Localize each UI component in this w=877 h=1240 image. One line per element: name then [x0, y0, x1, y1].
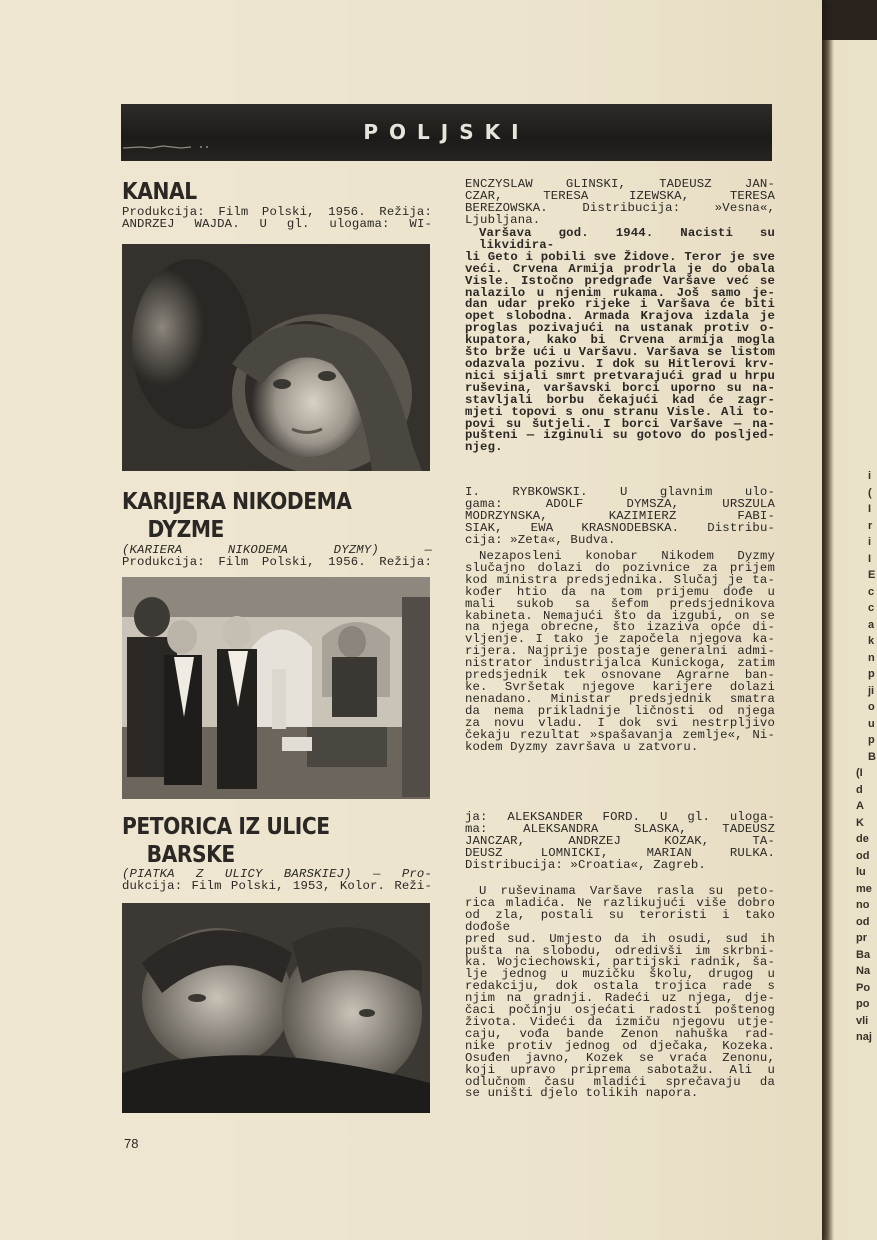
synopsis-line: života. Videći da izmiču njegovu utje-: [465, 1014, 775, 1029]
synopsis-line: rica mladića. Ne razlikujući više dobro: [465, 895, 775, 910]
film-credits-karijera: [122, 545, 432, 569]
synopsis-line: ruševina, varšavski borci uporno su na-: [465, 380, 775, 395]
synopsis-line: nenadano. Ministar predsjednik smatra: [465, 691, 775, 706]
cast-line: ja: ALEKSANDER FORD. U gl. uloga-: [465, 810, 775, 824]
facing-page-fragment: a: [868, 618, 875, 631]
facing-page-fragment: i: [868, 470, 872, 482]
facing-page-fragment: Po: [856, 981, 871, 994]
film-title-karijera: [122, 488, 352, 544]
synopsis-line: li Geto i pobili sve Židove. Teror je sve: [465, 249, 775, 264]
synopsis-line: pušta na slobodu, odredivši im skrbni-: [465, 943, 775, 958]
facing-page-fragment: po: [856, 998, 870, 1010]
facing-page-fragment: me: [856, 882, 872, 895]
film-still-karijera: [122, 577, 430, 799]
film-still-petorica: [122, 903, 430, 1113]
film-credits-petorica: [122, 869, 432, 893]
credits-line: (PIATKA Z ULICY BARSKIEJ) — Pro-: [122, 867, 432, 881]
facing-page-fragment: vli: [856, 1014, 869, 1027]
synopsis-line: nalazilo u njenim rukama. Još samo je-: [465, 285, 775, 300]
synopsis-line: kođer htio da na tom prijemu dođe u: [465, 584, 775, 599]
facing-page-fragment: o: [868, 701, 875, 713]
facing-page-fragment: Ba: [856, 948, 871, 961]
facing-page-fragment: c: [868, 585, 875, 598]
synopsis-line: rijera. Najprije postaje generalni admi-: [465, 644, 775, 659]
synopsis-line: kod ministra predsjednika. Slučaj je ta-: [465, 572, 775, 587]
cast-line: ma: ALEKSANDRA SLASKA, TADEUSZ: [465, 821, 775, 836]
facing-page-fragment: B: [868, 750, 876, 763]
synopsis-line: slučajno dolazi do pozivnice za prijem: [465, 560, 775, 575]
facing-page-fragment: no: [856, 899, 870, 911]
facing-page-fragment: i: [868, 536, 872, 548]
synopsis-line: redakciju, dok ostala trojica rade s: [465, 979, 775, 994]
synopsis-line: povi su šutjeli. I borci Varšave — na-: [465, 416, 775, 431]
synopsis-line: kodem Dyzmy završava u zatvoru.: [465, 739, 699, 754]
cast-line: DEUSZ LOMNICKI, MARIAN RULKA.: [465, 845, 775, 860]
film-title-line: BARSKE: [146, 842, 235, 868]
synopsis-line: mali sukob sa šefom predsjednikova: [465, 596, 775, 611]
film-title-petorica: [122, 813, 330, 869]
synopsis-line: kupatora, kako bi Crvena armija mogla: [465, 333, 775, 348]
facing-page-fragment: (: [868, 486, 872, 499]
synopsis-line: stavljali borbu čekajući kad će zagr-: [465, 392, 775, 407]
synopsis-line: Osuđen javno, Kozek se vraća Zenonu,: [465, 1050, 775, 1065]
facing-page-fragment: pr: [856, 932, 867, 944]
cast-line: SIAK, EWA KRASNODEBSKA. Distribu-: [465, 520, 775, 535]
synopsis-line: odlučnom času mladići sprečavaju da: [465, 1074, 775, 1089]
synopsis-line: vljenje. I tako je započela njegova ka-: [465, 632, 775, 647]
synopsis-line: na njega obrecne, što izaziva opće di-: [465, 620, 775, 635]
synopsis-line: predsjednik tek osnovane Agrarne ban-: [465, 668, 775, 683]
synopsis-line: Varšava god. 1944. Nacisti su likvidira-: [479, 226, 775, 252]
film-title-line: KANAL: [122, 179, 197, 205]
synopsis-line: čekaju rezultat »spašavanja zemlje«, Ni-: [465, 727, 775, 742]
cast-line: cija: »Zeta«, Budva.: [465, 532, 616, 547]
cast-line: MODRZYNSKA, KAZIMIERZ FABI-: [465, 508, 775, 523]
credits-line: (KARIERA NIKODEMA DYZMY) —: [122, 543, 432, 557]
film-cast-petorica: [465, 812, 775, 872]
film-title-line: PETORICA IZ ULICE: [122, 814, 330, 840]
facing-page-fragment: d: [856, 783, 863, 796]
facing-page-fragment: Na: [856, 965, 871, 977]
synopsis-line: njim na gradnji. Radeći uz njega, dje-: [465, 991, 775, 1006]
facing-page-fragment: (I: [856, 767, 863, 779]
synopsis-line: odazvala pozivu. I dok su Hitlerovi krv-: [465, 356, 775, 371]
facing-page-fragment: c: [868, 602, 875, 614]
synopsis-line: nistrator industrijalca Kunickoga, zatim: [465, 656, 775, 671]
synopsis-line: opet slobodna. Armada Krajova izdala je: [465, 309, 775, 324]
synopsis-line: njeg.: [465, 440, 503, 455]
cast-line: ENCZYSLAW GLINSKI, TADEUSZ JAN-: [465, 177, 775, 191]
facing-page-fragment: ji: [868, 684, 875, 697]
film-still-kanal: [122, 244, 430, 471]
facing-page-fragment: naj: [856, 1031, 872, 1043]
film-title-line: DYZME: [147, 517, 224, 543]
facing-page-fragment: p: [868, 734, 875, 746]
facing-page-fragment: od: [856, 849, 870, 862]
synopsis-line: U ruševinama Varšave rasla su peto-: [479, 884, 775, 898]
synopsis-line: veći. Crvena Armija prodrla je do obala: [465, 261, 775, 276]
credits-line: dukcija: Film Polski, 1953, Kolor. Reži-: [122, 878, 432, 893]
synopsis-line: koji upravo priprema sabotažu. Ali u: [465, 1062, 775, 1077]
book-spine-shadow: [822, 0, 877, 40]
synopsis-line: Visle. Istočno predgrađe Varšave već se: [465, 273, 775, 288]
facing-page-fragment: K: [856, 816, 864, 829]
synopsis-line: mjeti topovi s onu stranu Visle. Ali to-: [465, 404, 775, 419]
cast-line: I. RYBKOWSKI. U glavnim ulo-: [465, 485, 775, 499]
cast-line: Ljubljana.: [465, 212, 541, 227]
credits-line: Produkcija: Film Polski, 1956. Režija:: [122, 205, 432, 219]
synopsis-line: pred sud. Umjesto da ih osudi, sud ih: [465, 931, 775, 946]
banner-decoration: [121, 142, 211, 155]
section-title: POLJSKI: [363, 120, 530, 144]
synopsis-line: pušteni — izginuli su gotovo do posljed-: [465, 428, 775, 443]
synopsis-line: kabineta. Nemajući što da izgubi, on se: [465, 608, 775, 623]
facing-page-fragment: p: [868, 668, 875, 680]
facing-page-edge: [822, 0, 877, 1240]
facing-page-fragment: de: [856, 833, 869, 845]
synopsis-line: da nema prikladnije ličnosti od njega: [465, 703, 775, 718]
facing-page-fragment: I: [868, 503, 872, 515]
synopsis-line: Nezaposleni konobar Nikodem Dyzmy: [479, 549, 775, 563]
synopsis-line: dan udar preko rijeke i Varšava će biti: [465, 297, 775, 312]
synopsis-line: se uništi djelo tolikih napora.: [465, 1086, 699, 1101]
synopsis-line: ke. Svršetak njegove karijere dolazi: [465, 679, 775, 694]
cast-line: gama: ADOLF DYMSZA, URSZULA: [465, 496, 775, 511]
synopsis-line: proglas pozivajući na ustanak protiv o-: [465, 321, 775, 336]
facing-page-fragment: E: [868, 569, 876, 581]
cast-line: Distribucija: »Croatia«, Zagreb.: [465, 857, 706, 872]
film-title-line: KARIJERA NIKODEMA: [122, 489, 352, 515]
synopsis-line: od zla, postali su teroristi i tako dođoše: [465, 907, 775, 934]
film-title-kanal: [122, 178, 197, 206]
facing-page-fragment: A: [856, 800, 864, 812]
cast-line: CZAR, TERESA IZEWSKA, TERESA: [465, 188, 775, 203]
facing-page-fragment: r: [868, 519, 873, 532]
film-cast-kanal: [465, 179, 775, 227]
facing-page-fragment: lu: [856, 866, 866, 878]
facing-page-fragment: od: [856, 915, 870, 928]
cast-line: JANCZAR, ANDRZEJ KOZAK, TA-: [465, 833, 775, 848]
synopsis-line: nici sijali smrt pretvarajući grad u hrpu: [465, 368, 775, 383]
film-synopsis-petorica: [465, 886, 775, 1100]
film-credits-kanal: [122, 207, 432, 231]
ink-smudge-icon: [121, 142, 211, 152]
synopsis-line: caju, vođa bande Zenon nahuška rad-: [465, 1026, 775, 1041]
page-number: 78: [124, 1136, 139, 1151]
credits-line: ANDRZEJ WAJDA. U gl. ulogama: WI-: [122, 216, 432, 231]
cast-line: BEREZOWSKA. Distribucija: »Vesna«,: [465, 200, 775, 215]
synopsis-line: lje jednog u muzičku školu, drugog u: [465, 967, 775, 982]
facing-page-fragment: I: [868, 552, 872, 565]
credits-line: Produkcija: Film Polski, 1956. Režija:: [122, 554, 432, 569]
synopsis-line: za novu vladu. I dok svi nestrpljivo: [465, 715, 775, 730]
facing-page-fragment: n: [868, 651, 875, 664]
synopsis-line: čaci počinju osjećati radosti poštenog: [465, 1003, 775, 1018]
film-synopsis-kanal: [465, 228, 775, 454]
section-banner: [121, 104, 772, 161]
facing-page-fragment: k: [868, 635, 875, 647]
film-cast-karijera: [465, 487, 775, 547]
film-synopsis-karijera: [465, 551, 775, 753]
synopsis-line: nike protiv jednog od dječaka, Kozeka.: [465, 1038, 775, 1053]
synopsis-line: što brže ući u Varšavu. Varšava se listom: [465, 345, 775, 360]
facing-page-fragment: u: [868, 717, 875, 730]
synopsis-line: ka. Wojciechowski, partijski radnik, ša-: [465, 955, 775, 970]
